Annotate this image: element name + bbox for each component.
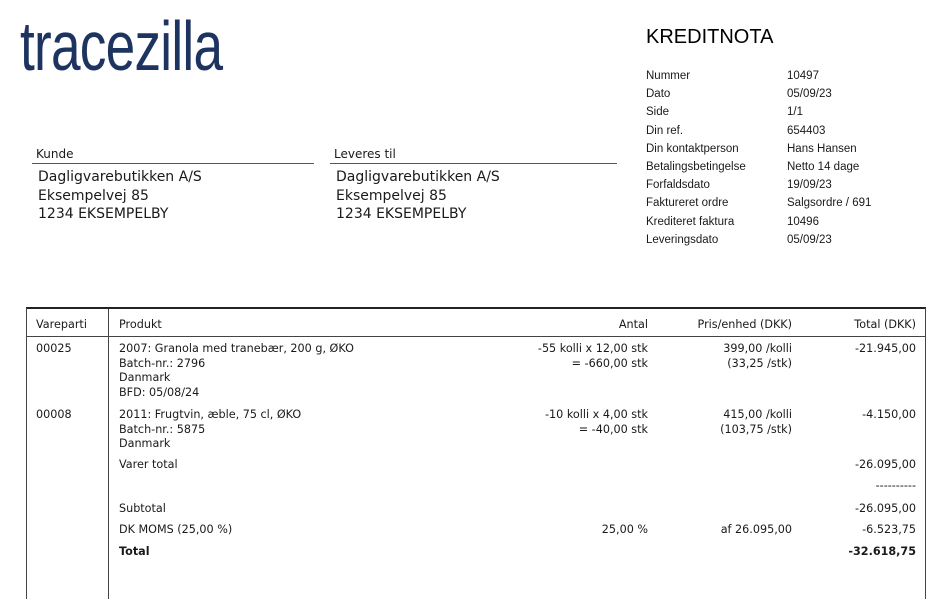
meta-value: Netto 14 dage (787, 160, 860, 173)
meta-value: Salgsordre / 691 (787, 197, 872, 210)
meta-value: 1/1 (787, 106, 803, 119)
meta-value: Hans Hansen (787, 142, 857, 155)
row-qty (545, 408, 648, 437)
product-line: Batch-nr.: 2796 (119, 356, 206, 370)
qty-line: -55 kolli x 12,00 stk (537, 342, 648, 355)
line-items-table (26, 307, 926, 599)
meta-label: Forfaldsdato (646, 179, 710, 192)
row-lot: 00008 (36, 408, 72, 421)
vat-base: af 26.095,00 (720, 523, 792, 536)
row-qty (538, 342, 648, 371)
meta-row (646, 161, 871, 179)
product-line: Danmark (119, 371, 171, 385)
meta-value: 10497 (787, 70, 819, 82)
meta-label: Din kontaktperson (646, 142, 739, 155)
product-line: BFD: 05/08/24 (119, 385, 200, 399)
header-unit-price: Pris/enhed (DKK) (697, 318, 792, 331)
table-header (27, 309, 925, 337)
column-divider (108, 309, 109, 599)
delivery-address (330, 147, 617, 224)
vat-value: -6.523,75 (862, 523, 916, 536)
row-unit-price (720, 408, 792, 437)
delivery-line: Eksempelvej 85 (336, 187, 447, 204)
price-line: (103,75 /stk) (720, 422, 792, 436)
tracezilla-logo: tracezilla (20, 7, 223, 85)
meta-row (646, 88, 871, 106)
header-lot: Vareparti (36, 318, 87, 331)
row-total: -21.945,00 (855, 342, 916, 355)
meta-label: Leveringsdato (646, 233, 719, 246)
meta-label: Krediteret faktura (646, 215, 735, 228)
meta-value: 05/09/23 (787, 88, 832, 101)
row-lot: 00025 (36, 342, 72, 355)
qty-line: = -40,00 stk (578, 422, 648, 436)
meta-row (646, 234, 871, 252)
row-product (119, 342, 354, 400)
customer-line: 1234 EKSEMPELBY (38, 206, 169, 222)
meta-value: 10496 (787, 215, 819, 228)
meta-row (646, 70, 871, 88)
subtotal-label: Subtotal (119, 502, 166, 515)
product-line: 2011: Frugtvin, æble, 75 cl, ØKO (119, 408, 302, 421)
meta-row (646, 179, 871, 197)
meta-label: Betalingsbetingelse (646, 160, 746, 173)
delivery-heading: Leveres til (330, 147, 617, 164)
meta-row (646, 197, 871, 215)
qty-line: -10 kolli x 4,00 stk (545, 408, 648, 421)
vat-rate: 25,00 % (601, 523, 648, 536)
meta-row (646, 125, 871, 143)
invoice-meta (646, 70, 871, 252)
header-qty: Antal (618, 318, 648, 331)
total-value: -32.618,75 (848, 545, 916, 558)
row-product (119, 408, 301, 452)
row-total: -4.150,00 (862, 408, 916, 421)
meta-label: Faktureret ordre (646, 197, 729, 210)
meta-row (646, 143, 871, 161)
product-line: Batch-nr.: 5875 (119, 422, 206, 436)
delivery-line: 1234 EKSEMPELBY (336, 206, 467, 222)
meta-label: Dato (646, 88, 671, 101)
vat-label: DK MOMS (25,00 %) (119, 523, 233, 536)
price-line: 415,00 /kolli (723, 408, 792, 421)
goods-total-label: Varer total (119, 458, 178, 471)
row-unit-price (723, 342, 792, 371)
total-label: Total (119, 545, 150, 558)
customer-line: Dagligvarebutikken A/S (38, 169, 202, 185)
sum-separator: ---------- (875, 479, 916, 492)
meta-row (646, 106, 871, 124)
meta-value: 654403 (787, 124, 826, 137)
subtotal-value: -26.095,00 (855, 502, 916, 515)
price-line: 399,00 /kolli (723, 342, 792, 355)
meta-row (646, 216, 871, 234)
customer-line: Eksempelvej 85 (38, 187, 149, 204)
delivery-line: Dagligvarebutikken A/S (336, 169, 500, 185)
price-line: (33,25 /stk) (727, 356, 792, 370)
qty-line: = -660,00 stk (571, 356, 648, 370)
header-total: Total (DKK) (854, 318, 916, 331)
customer-address (32, 147, 314, 224)
goods-total-value: -26.095,00 (855, 458, 916, 471)
meta-label: Din ref. (646, 124, 684, 137)
product-line: Danmark (119, 437, 171, 451)
header-product: Produkt (119, 318, 162, 331)
customer-heading: Kunde (32, 147, 314, 164)
meta-value: 05/09/23 (787, 233, 832, 246)
meta-value: 19/09/23 (787, 179, 832, 192)
meta-label: Nummer (646, 70, 691, 82)
product-line: 2007: Granola med tranebær, 200 g, ØKO (119, 342, 354, 355)
document-title: KREDITNOTA (646, 26, 774, 48)
meta-label: Side (646, 106, 670, 119)
